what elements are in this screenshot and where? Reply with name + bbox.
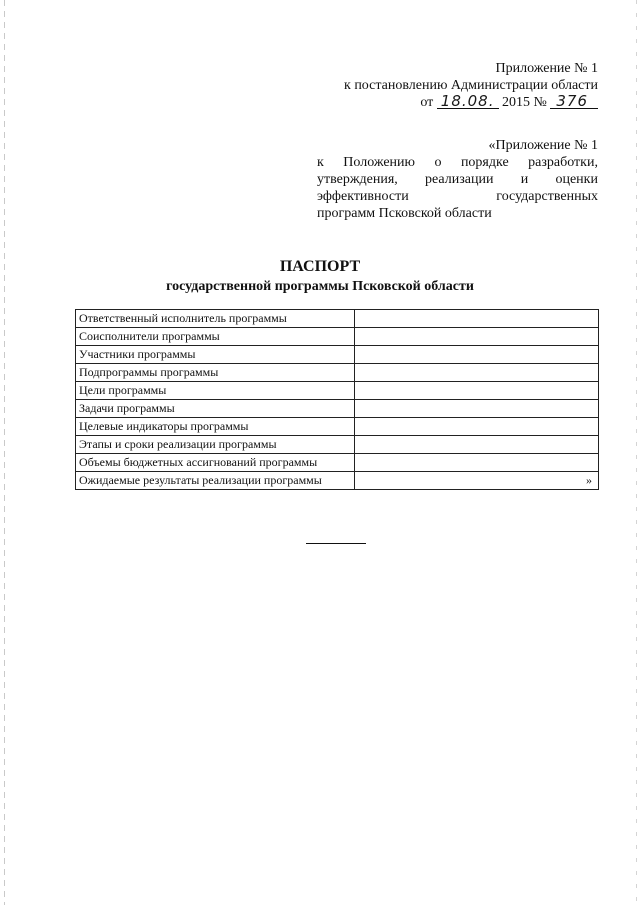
word: порядке <box>460 155 509 170</box>
word: эффективности <box>317 189 409 204</box>
row-value <box>355 346 599 364</box>
word: утверждения, <box>317 172 398 187</box>
row-label: Цели программы <box>76 382 355 400</box>
sub-appendix-block <box>317 137 598 222</box>
table-row <box>76 454 599 472</box>
table-row <box>76 310 599 328</box>
resolution-reference: к постановлению Администрации области <box>344 78 598 93</box>
document-subtitle: государственной программы Псковской области <box>166 279 474 294</box>
year-number-text: 2015 № <box>502 95 547 110</box>
row-label: Участники программы <box>76 346 355 364</box>
row-label: Задачи программы <box>76 400 355 418</box>
table-row <box>76 472 599 490</box>
document-title-block <box>0 257 640 295</box>
handwritten-number: 376 <box>550 94 598 109</box>
document-title: ПАСПОРТ <box>279 258 361 275</box>
row-value: » <box>355 472 599 490</box>
word: разработки, <box>528 155 598 170</box>
table-row <box>76 400 599 418</box>
row-label: Целевые индикаторы программы <box>76 418 355 436</box>
table-row <box>76 328 599 346</box>
date-prefix: от <box>420 95 434 110</box>
passport-table <box>75 309 599 490</box>
handwritten-date: 18.08. <box>437 94 499 109</box>
row-label: Подпрограммы программы <box>76 364 355 382</box>
word: о <box>434 155 442 170</box>
row-label: Объемы бюджетных ассигнований программы <box>76 454 355 472</box>
sub-appendix-line-3 <box>317 171 598 188</box>
row-value <box>355 364 599 382</box>
word: оценки <box>555 172 598 187</box>
scan-edge-right <box>636 0 637 905</box>
word: Положению <box>343 155 415 170</box>
table-row <box>76 436 599 454</box>
sub-appendix-line-2 <box>317 154 598 171</box>
row-value <box>355 436 599 454</box>
appendix-header <box>300 60 598 111</box>
table-row <box>76 382 599 400</box>
row-label: Ответственный исполнитель программы <box>76 310 355 328</box>
row-value <box>355 400 599 418</box>
table-row <box>76 364 599 382</box>
row-label: Этапы и сроки реализации программы <box>76 436 355 454</box>
row-value <box>355 418 599 436</box>
scan-edge-left <box>4 0 5 905</box>
row-value <box>355 310 599 328</box>
word: государственных <box>496 189 598 204</box>
row-label: Соисполнители программы <box>76 328 355 346</box>
sub-appendix-title: «Приложение № 1 <box>488 138 598 153</box>
word: и <box>520 172 529 187</box>
row-label: Ожидаемые результаты реализации программы <box>76 472 355 490</box>
appendix-title: Приложение № 1 <box>495 61 598 76</box>
row-value <box>355 454 599 472</box>
word: к <box>317 155 324 170</box>
table-row <box>76 418 599 436</box>
word: реализации <box>425 172 494 187</box>
row-value <box>355 382 599 400</box>
sub-appendix-line-4 <box>317 188 598 205</box>
end-rule-divider <box>306 543 366 544</box>
row-value <box>355 328 599 346</box>
resolution-date-line <box>300 94 598 111</box>
sub-appendix-line-5: программ Псковской области <box>317 206 492 221</box>
table-row <box>76 346 599 364</box>
